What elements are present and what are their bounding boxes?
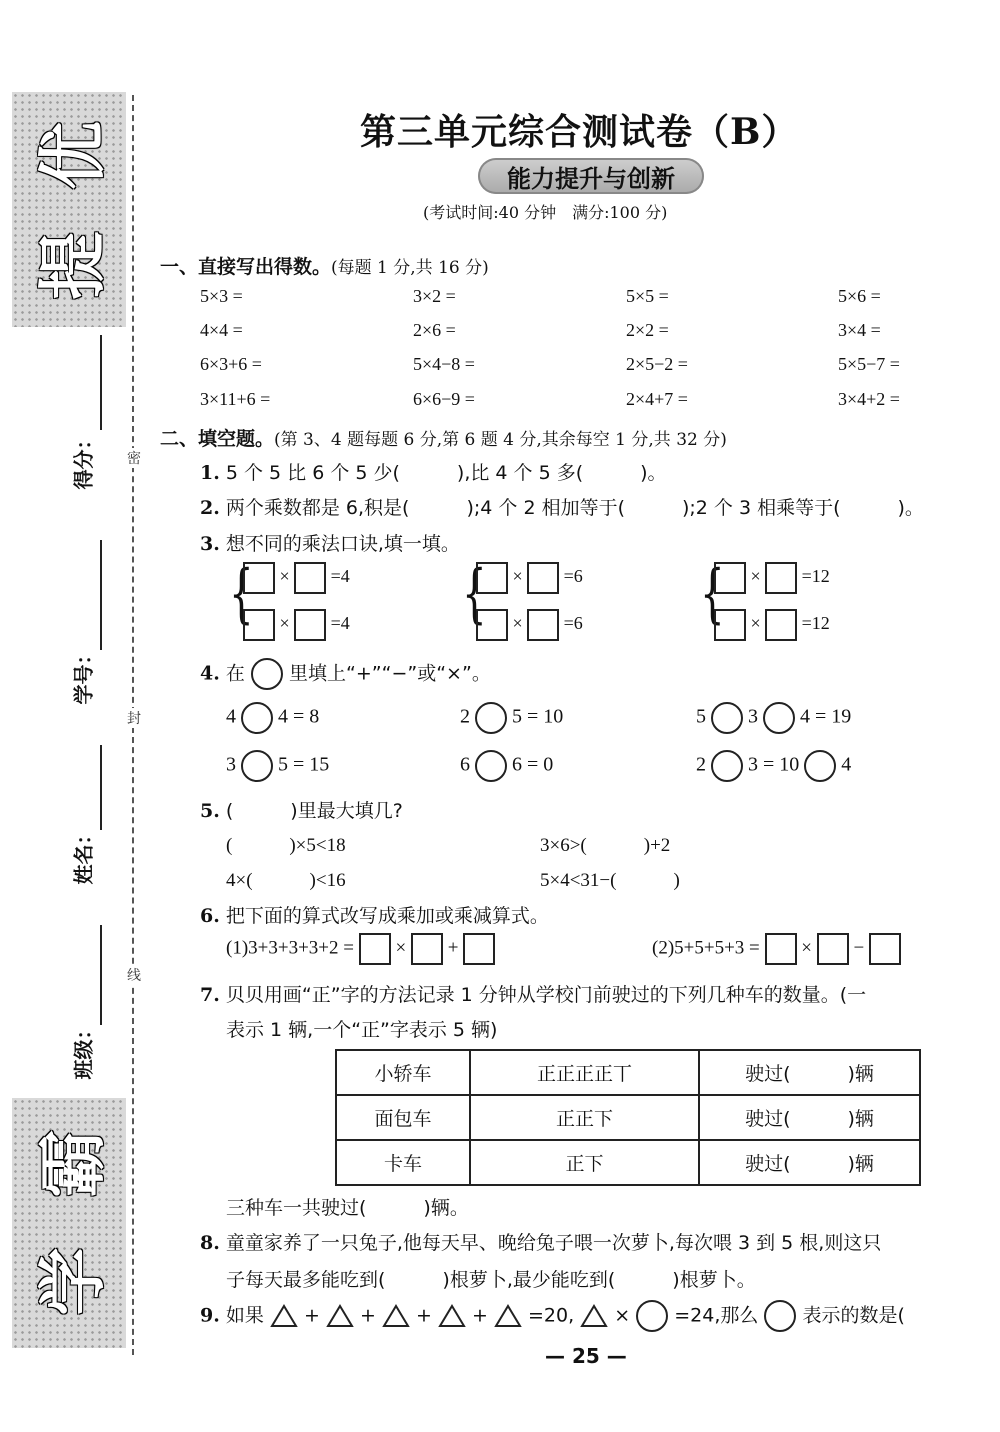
rewrite-item-1[interactable]: (1)3+3+3+3+2 = × + <box>226 933 495 965</box>
calc-item[interactable]: 2×6 = <box>413 320 456 340</box>
name-field[interactable]: 姓名： <box>71 824 96 885</box>
question-8[interactable]: 8. 童童家养了一只兔子,他每天早、晚给兔子喂一次萝卜,每次喂 3 到 5 根,则这只 <box>200 1232 882 1254</box>
triangle-icon <box>382 1304 410 1328</box>
triangle-icon <box>494 1304 522 1328</box>
operator-item[interactable]: 4 4 = 8 <box>226 702 319 734</box>
calc-item[interactable]: 4×4 = <box>200 320 243 340</box>
calc-item[interactable]: 2×5−2 = <box>626 354 688 374</box>
operator-item[interactable]: 2 3 = 10 4 <box>696 750 851 782</box>
operator-item[interactable]: 5 3 4 = 19 <box>696 702 851 734</box>
class-line <box>100 925 102 1025</box>
tally-table <box>335 1049 921 1186</box>
calc-item[interactable]: 3×2 = <box>413 286 456 306</box>
multiplication-blank[interactable]: × =6 <box>476 562 583 594</box>
band-char: 学 <box>34 1247 114 1316</box>
circle-blank-icon <box>251 658 283 690</box>
triangle-icon <box>270 1304 298 1328</box>
tally-marks: 正正正正丅 <box>470 1050 699 1095</box>
calc-item[interactable]: 5×6 = <box>838 286 881 306</box>
inequality-item[interactable]: 4×( )<16 <box>226 870 346 891</box>
table-row <box>336 1095 920 1140</box>
vehicle-name: 卡车 <box>336 1140 470 1185</box>
calc-item[interactable]: 3×11+6 = <box>200 389 271 409</box>
band-char: 提 <box>34 230 114 300</box>
operator-item[interactable]: 3 5 = 15 <box>226 750 329 782</box>
multiplication-blank[interactable]: × =4 <box>243 609 350 641</box>
calc-item[interactable]: 2×4+7 = <box>626 389 688 409</box>
calc-item[interactable]: 6×3+6 = <box>200 354 262 374</box>
vehicle-name: 小轿车 <box>336 1050 470 1095</box>
operator-item[interactable]: 2 5 = 10 <box>460 702 563 734</box>
calc-item[interactable]: 6×6−9 = <box>413 389 475 409</box>
vehicle-name: 面包车 <box>336 1095 470 1140</box>
band-char: 优 <box>34 120 114 190</box>
score-field[interactable]: 得分： <box>71 429 96 490</box>
question-4: 4. 在 里填上“+”“−”或“×”。 <box>200 658 491 690</box>
page-title: 第三单元综合测试卷（B） <box>360 111 799 153</box>
multiplication-blank[interactable]: × =12 <box>714 609 830 641</box>
band-char: 霸 <box>34 1129 114 1198</box>
calc-item[interactable]: 5×5 = <box>626 286 669 306</box>
circle-icon <box>636 1300 668 1332</box>
count-blank[interactable]: 驶过( )辆 <box>699 1140 920 1185</box>
seal-char: 密 <box>124 448 144 468</box>
triangle-icon <box>580 1304 608 1328</box>
calc-item[interactable]: 5×3 = <box>200 286 243 306</box>
tally-marks: 正下 <box>470 1140 699 1185</box>
tally-marks: 正正下 <box>470 1095 699 1140</box>
subtitle-badge: 能力提升与创新 <box>478 158 704 194</box>
section-1-heading: 一、直接写出得数。(每题 1 分,共 16 分) <box>160 256 489 278</box>
question-7-summary[interactable]: 三种车一共驶过( )辆。 <box>226 1197 469 1219</box>
brace: { <box>700 557 725 631</box>
rewrite-item-2[interactable]: (2)5+5+5+3 = × − <box>652 933 901 965</box>
inequality-item[interactable]: 3×6>( )+2 <box>540 835 671 856</box>
id-line <box>100 540 102 650</box>
question-3: 3. 想不同的乘法口诀,填一填。 <box>200 533 460 555</box>
circle-icon <box>764 1300 796 1332</box>
section-2-heading: 二、填空题。(第 3、4 题每题 6 分,第 6 题 4 分,其余每空 1 分,共 32 分) <box>160 428 727 450</box>
count-blank[interactable]: 驶过( )辆 <box>699 1050 920 1095</box>
count-blank[interactable]: 驶过( )辆 <box>699 1095 920 1140</box>
inequality-item[interactable]: 5×4<31−( ) <box>540 870 680 891</box>
question-6: 6. 把下面的算式改写成乘加或乘减算式。 <box>200 905 549 927</box>
multiplication-blank[interactable]: × =6 <box>476 609 583 641</box>
student-id-field[interactable]: 学号： <box>71 644 96 705</box>
top-band-text <box>18 100 118 320</box>
question-9[interactable]: 9. 如果 + + + + =20, × =24,那么 表示的数是( <box>200 1300 905 1332</box>
page-number: — 25 — <box>545 1344 627 1368</box>
seal-char: 线 <box>124 965 144 985</box>
bottom-band-text <box>18 1105 118 1340</box>
question-7-line2: 表示 1 辆,一个“正”字表示 5 辆) <box>226 1019 498 1041</box>
question-2[interactable]: 2. 两个乘数都是 6,积是( );4 个 2 相加等于( );2 个 3 相乘等于( )。 <box>200 497 924 519</box>
triangle-icon <box>326 1304 354 1328</box>
calc-item[interactable]: 3×4+2 = <box>838 389 900 409</box>
operator-item[interactable]: 6 6 = 0 <box>460 750 553 782</box>
question-1[interactable]: 1. 5 个 5 比 6 个 5 少( ),比 4 个 5 多( )。 <box>200 462 667 484</box>
calc-item[interactable]: 5×4−8 = <box>413 354 475 374</box>
class-field[interactable]: 班级： <box>71 1019 96 1080</box>
multiplication-blank[interactable]: × =12 <box>714 562 830 594</box>
exam-info: (考试时间:40 分钟 满分:100 分) <box>423 203 668 222</box>
table-row <box>336 1050 920 1095</box>
brace: { <box>229 557 254 631</box>
calc-item[interactable]: 3×4 = <box>838 320 881 340</box>
question-8-line2[interactable]: 子每天最多能吃到( )根萝卜,最少能吃到( )根萝卜。 <box>226 1269 756 1291</box>
question-5: 5. ( )里最大填几? <box>200 800 403 822</box>
calc-item[interactable]: 5×5−7 = <box>838 354 900 374</box>
brace: { <box>462 557 487 631</box>
inequality-item[interactable]: ( )×5<18 <box>226 835 346 856</box>
question-7: 7. 贝贝用画“正”字的方法记录 1 分钟从学校门前驶过的下列几种车的数量。(一 <box>200 984 867 1006</box>
name-line <box>100 745 102 830</box>
calc-item[interactable]: 2×2 = <box>626 320 669 340</box>
multiplication-blank[interactable]: × =4 <box>243 562 350 594</box>
seal-char: 封 <box>124 708 144 728</box>
table-row <box>336 1140 920 1185</box>
score-line <box>100 335 102 430</box>
triangle-icon <box>438 1304 466 1328</box>
